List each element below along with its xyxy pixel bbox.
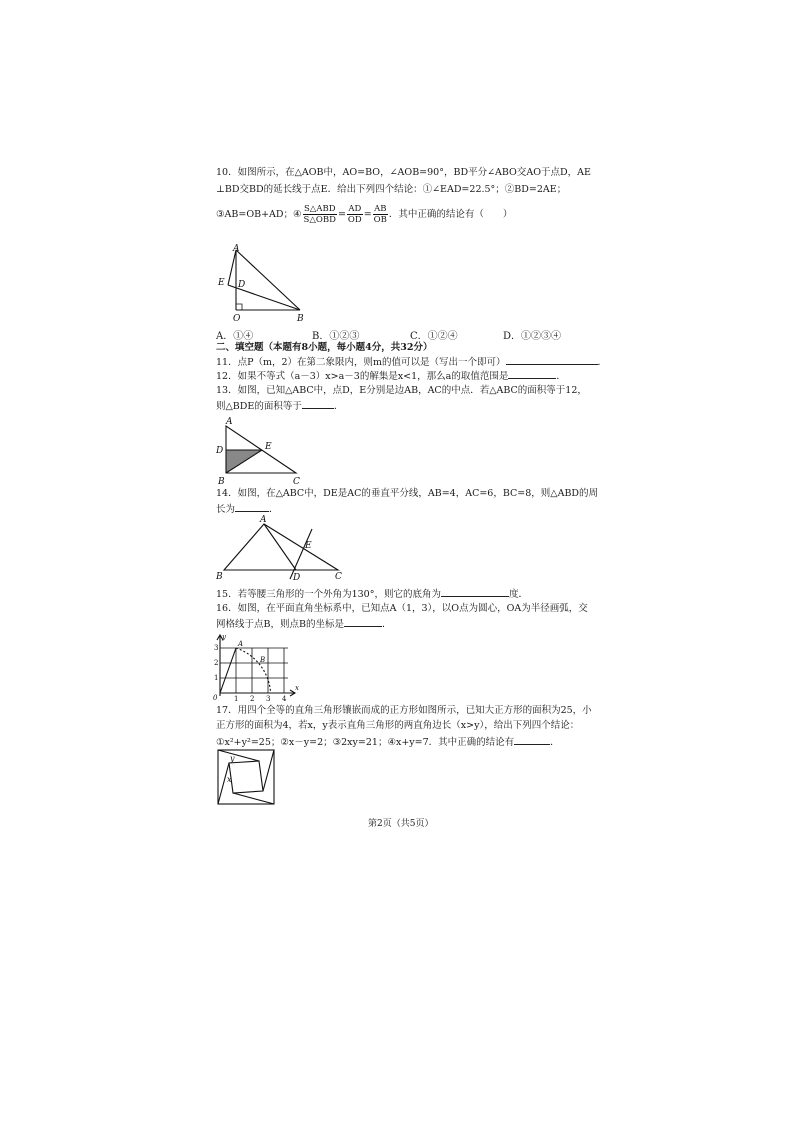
triangle-hypotenuse-bottom <box>233 793 274 804</box>
label-e: E <box>305 541 312 551</box>
q10-line1: 10．如图所示，在△AOB中，AO=BO，∠AOB=90°，BD平分∠ABO交AO于点D，AE <box>216 167 591 178</box>
label-a: A <box>260 515 267 525</box>
q10-option-c[interactable]: C．①②④ <box>410 331 458 342</box>
arc-ab <box>236 648 271 693</box>
q17-answer-blank[interactable] <box>514 735 550 745</box>
q10-option-b[interactable]: B．①②③ <box>312 331 360 342</box>
label-b: B <box>216 572 223 582</box>
segment-oa <box>220 648 236 693</box>
q11-answer-blank[interactable] <box>506 355 598 365</box>
label-c: C <box>335 572 342 582</box>
label-d: D <box>216 446 224 456</box>
q12-period: ． <box>556 371 566 382</box>
q13-period: ． <box>333 401 344 412</box>
q10-line3 <box>216 203 512 227</box>
q10-fraction-ad-od <box>347 204 363 225</box>
q14-figure <box>214 515 354 587</box>
fraction-denominator: S△OBD <box>303 215 336 225</box>
inner-square <box>229 761 263 793</box>
q16-line1: 16．如图，在平面直角坐标系中，已知点A（1，3），以O点为圆心，OA为半径画弧，交 <box>216 603 588 614</box>
fraction-numerator: AB <box>374 204 387 214</box>
q15-unit: 度． <box>508 589 528 600</box>
triangle-abc <box>224 524 338 570</box>
q16-figure <box>212 632 302 706</box>
label-b: B <box>260 656 266 664</box>
q15-answer-blank[interactable] <box>441 587 509 597</box>
label-c: C <box>293 477 300 487</box>
fraction-numerator: S△ABD <box>303 204 336 214</box>
label-x: x <box>295 684 299 692</box>
label-a: A <box>233 244 240 254</box>
q13-answer-blank[interactable] <box>302 399 334 409</box>
q15-line <box>216 587 528 601</box>
perpendicular-bisector-de <box>290 529 312 579</box>
fraction-denominator: OD <box>347 215 362 225</box>
q16-period: ． <box>381 619 392 630</box>
label-a: A <box>226 417 233 427</box>
q17-text: ①x²+y²=25；②x－y=2；③2xy=21；④x+y=7．其中正确的结论有 <box>216 737 515 748</box>
q17-figure <box>214 748 280 812</box>
q14-answer-blank[interactable] <box>235 502 269 512</box>
label-d: D <box>238 280 246 290</box>
q13-line1: 13．如图，已知△ABC中，点D，E分别是边AB，AC的中点．若△ABC的面积等于12， <box>216 385 587 396</box>
fraction-numerator: AD <box>348 204 362 214</box>
equals-sign: = <box>337 209 346 220</box>
q10-fraction-ab-ob <box>373 204 388 225</box>
q17-line3 <box>216 735 560 749</box>
q10-option-a[interactable]: A．①④ <box>216 331 254 342</box>
label-o: O <box>233 314 241 324</box>
x-tick-4: 4 <box>282 695 287 703</box>
q11-line <box>216 355 607 369</box>
q12-text: 12．如果不等式（a－3）x>a－3的解集是x<1，那么a的取值范围是 <box>216 371 509 382</box>
x-tick-1: 1 <box>234 695 239 703</box>
q10-option-d[interactable]: D．①②③④ <box>503 331 562 342</box>
q16-line2 <box>216 617 391 631</box>
page-footer: 第2页（共5页） <box>368 819 434 829</box>
x-tick-2: 2 <box>250 695 255 703</box>
y-tick-2: 2 <box>214 659 219 667</box>
q14-text: 长为 <box>216 504 236 515</box>
q14-period: ． <box>269 504 279 515</box>
q13-line2 <box>216 399 343 413</box>
label-y: y <box>222 633 226 641</box>
grid-lines <box>220 648 288 693</box>
q14-line1: 14．如图，在△ABC中，DE是AC的垂直平分线，AB=4，AC=6，BC=8，则△ABD的周 <box>216 488 599 499</box>
q17-period: ． <box>550 737 560 748</box>
q16-text: 网格线于点B，则点B的坐标是 <box>216 619 344 630</box>
q17-line2: 正方形的面积为4，若x，y表示直角三角形的两直角边长（x>y），给出下列四个结论： <box>216 720 580 731</box>
label-x: x <box>227 775 232 784</box>
segment-ab <box>236 250 300 310</box>
q13-figure <box>214 415 314 491</box>
label-a: A <box>238 640 244 648</box>
label-b: B <box>218 477 225 487</box>
label-b: B <box>297 314 304 324</box>
equals-sign: = <box>363 209 372 220</box>
q11-period: ． <box>597 357 608 368</box>
segment-ae <box>228 250 236 285</box>
q15-text: 15．若等腰三角形的一个外角为130°，则它的底角为 <box>216 589 441 600</box>
q10-fraction-area-ratio <box>303 204 337 225</box>
q12-line <box>216 369 566 383</box>
triangle-hypotenuse-right <box>263 750 274 791</box>
label-e: E <box>265 442 272 452</box>
segment-ad <box>264 524 296 570</box>
q10-line3-suffix: ．其中正确的结论有（ ） <box>388 209 513 220</box>
q10-figure <box>214 242 314 326</box>
section2-title: 二、填空题（本题有8小题，每小题4分，共32分） <box>216 342 433 353</box>
label-d: D <box>293 573 301 583</box>
q14-line2 <box>216 502 279 516</box>
fraction-denominator: OB <box>373 215 387 225</box>
q16-answer-blank[interactable] <box>344 617 382 627</box>
q17-line1: 17．用四个全等的直角三角形镶嵌而成的正方形如图所示，已知大正方形的面积为25，小 <box>216 705 592 716</box>
label-y: y <box>230 754 235 763</box>
right-angle-mark <box>236 304 242 310</box>
q11-text: 11．点P（m，2）在第二象限内，则m的值可以是（写出一个即可） <box>216 357 506 368</box>
triangle-hypotenuse-top <box>218 750 259 761</box>
q13-text: 则△BDE的面积等于 <box>216 401 302 412</box>
label-e: E <box>218 278 225 288</box>
x-tick-3: 3 <box>266 695 271 703</box>
q12-answer-blank[interactable] <box>508 369 556 379</box>
y-tick-3: 3 <box>214 644 219 652</box>
y-tick-1: 1 <box>214 674 219 682</box>
q10-line3-prefix: ③AB=OB+AD；④ <box>216 209 302 220</box>
label-origin: 0 <box>213 694 218 702</box>
q10-line2: ⊥BD交BD的延长线于点E．给出下列四个结论：①∠EAD=22.5°；②BD=2AE； <box>216 184 567 195</box>
